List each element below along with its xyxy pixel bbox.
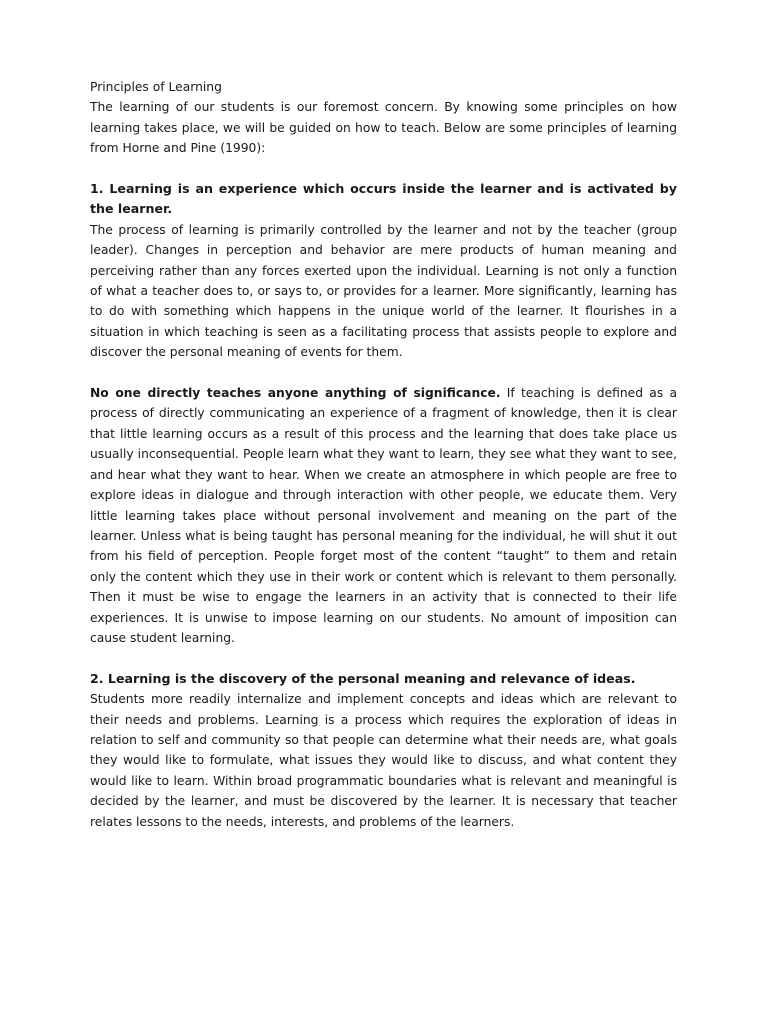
principle-2-paragraph: Students more readily internalize and implement concepts and ideas which are relevant to their needs and problems. Learning is a process which requires the exploration of ideas in relation to self and community so that people can determine what their needs are, what goals they would like to formulate, what issues they would like to discuss, and what content they would like to learn. Within broad programmatic boundaries what is relevant and meaningful is decided by the learner, and must be discovered by the learner. It is necessary that teacher relates lessons to the needs, interests, and problems of the learners. [90,692,677,829]
significance-body: If teaching is defined as a process of directly communicating an experience of a fragment of knowledge, then it is clear that little learning occurs as a result of this process and the learning that does take place us usually inconsequential. People learn what they want to learn, they see what they want to see, and hear what they want to hear. When we create an atmosphere in which people are free to explore ideas in dialogue and through interaction with other people, we educate them. Very little learning takes place without personal involvement and meaning on the part of the learner. Unless what is being taught has personal meaning for the individual, he will shut it out from his field of perception. People forget most of the content “taught” to them and retain only the content which they use in their work or content which is relevant to them personally. Then it must be wise to engage the learners in an activity that is connected to their life experiences. It is unwise to impose learning on our students. No amount of imposition can cause student learning. [90,386,678,645]
significance-lead: No one directly teaches anyone anything of significance. [90,386,501,401]
principle-1-heading: 1. Learning is an experience which occurs inside the learner and is activated by the learner. [90,181,677,217]
document-body [90,77,677,832]
significance-paragraph [90,383,677,648]
paragraph-spacer [90,648,677,668]
paragraph-spacer [90,159,677,179]
paragraph-spacer [90,363,677,383]
document-title: Principles of Learning [90,80,222,94]
principle-2-heading: 2. Learning is the discovery of the personal meaning and relevance of ideas. [90,670,636,686]
intro-paragraph: The learning of our students is our foremost concern. By knowing some principles on how learning takes place, we will be guided on how to teach. Below are some principles of learning from Horne and Pine (1990): [90,100,677,156]
principle-1-paragraph: The process of learning is primarily controlled by the learner and not by the teacher (group leader). Changes in perception and behavior are mere products of human meaning and perceiving rather than any forces exerted upon the individual. Learning is not only a function of what a teacher does to, or says to, or provides for a learner. More significantly, learning has to do with something which happens in the unique world of the learner. It flourishes in a situation in which teaching is seen as a facilitating process that assists people to explore and discover the personal meaning of events for them. [90,222,677,360]
